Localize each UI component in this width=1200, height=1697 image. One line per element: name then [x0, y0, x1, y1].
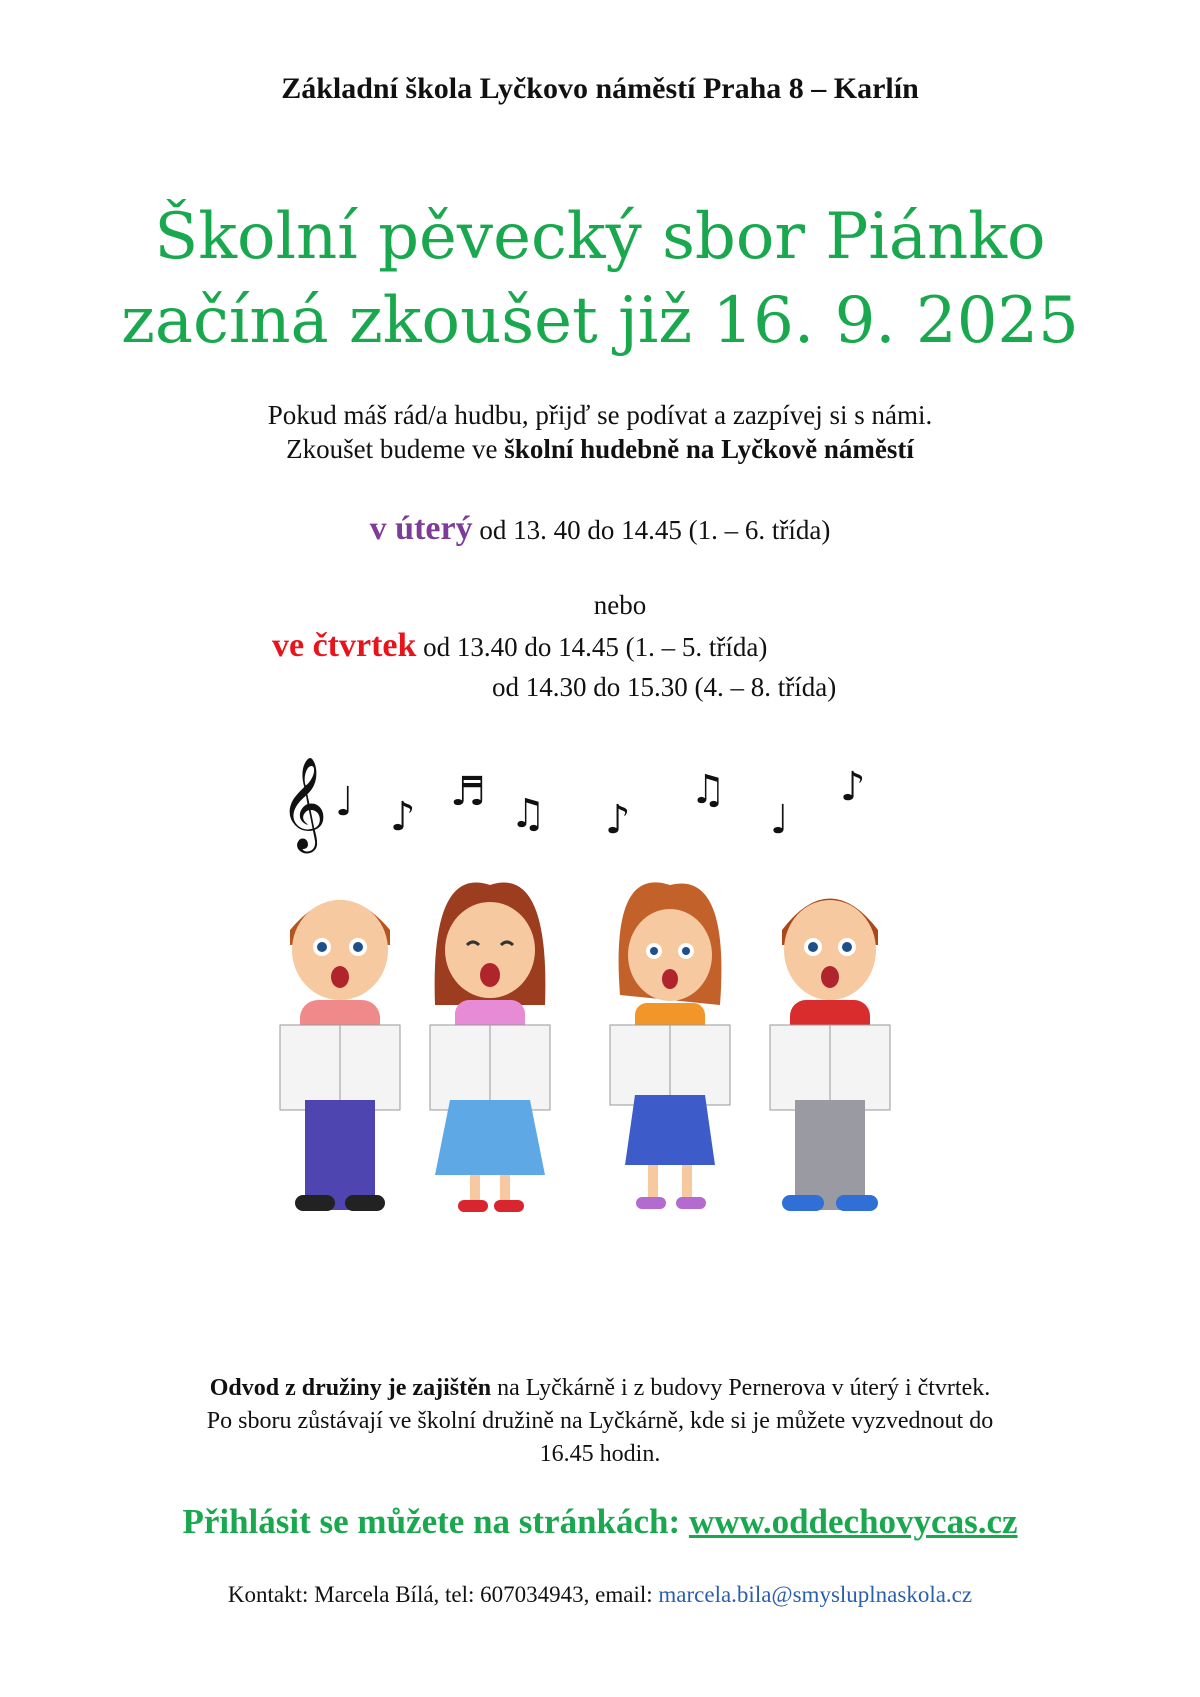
svg-text:♫: ♫: [690, 767, 726, 813]
svg-text:♩: ♩: [335, 779, 354, 825]
pickup-line-2: Po sboru zůstávají ve školní družině na Lyčkárně, kde si je můžete vyzvednout do: [206, 1408, 994, 1434]
tuesday-schedule: [0, 510, 1200, 548]
or-text: nebo: [593, 590, 647, 620]
contact-text: Kontakt: Marcela Bílá, tel: 607034943, email:: [227, 1582, 659, 1607]
signup-link[interactable]: www.oddechovycas.cz: [688, 1502, 1018, 1541]
child-2: [430, 883, 550, 1213]
thursday-time-1: od 13.40 do 14.45 (1. – 5. třída): [416, 632, 768, 662]
thursday-label: ve čtvrtek: [272, 627, 417, 664]
tuesday-label: v úterý: [369, 510, 473, 547]
contact-email-link[interactable]: marcela.bila@smysluplnaskola.cz: [658, 1582, 973, 1607]
contact-info: [0, 1582, 1200, 1608]
pickup-line-1-rest: na Lyčkárně i z budovy Pernerova v úterý i čtvrtek.: [491, 1375, 991, 1401]
pickup-bold: Odvod z družiny je zajištěn: [209, 1375, 492, 1401]
pickup-line-3: 16.45 hodin.: [539, 1441, 661, 1467]
school-name: Základní škola Lyčkovo náměstí Praha 8 – Karlín: [281, 72, 919, 105]
title-line-1: Školní pěvecký sbor Piánko: [154, 200, 1046, 274]
svg-text:𝄞: 𝄞: [280, 756, 328, 849]
svg-text:♩: ♩: [770, 797, 789, 843]
svg-text:♫: ♫: [510, 791, 546, 837]
thursday-time-2: od 14.30 do 15.30 (4. – 8. třída): [492, 672, 837, 702]
thursday-schedule: [272, 627, 767, 665]
pickup-info: [0, 1372, 1200, 1471]
intro-line-1: Pokud máš rád/a hudbu, přijď se podívat a zazpívej si s námi.: [267, 400, 933, 430]
svg-text:♪: ♪: [840, 764, 866, 810]
svg-text:♪: ♪: [605, 797, 631, 843]
svg-text:♬: ♬: [450, 769, 486, 815]
title-line-2: začíná zkoušet již 16. 9. 2025: [121, 284, 1079, 358]
child-1: [280, 900, 400, 1211]
tuesday-time: od 13. 40 do 14.45 (1. – 6. třída): [472, 515, 831, 545]
svg-text:♪: ♪: [390, 794, 416, 840]
intro-text: [0, 398, 1200, 466]
intro-location: školní hudebně na Lyčkově náměstí: [504, 434, 914, 464]
children-choir-illustration: [260, 745, 960, 1285]
child-3: [610, 882, 730, 1209]
pickup-line-1: [0, 1372, 1200, 1405]
child-4: [770, 899, 890, 1212]
page-title: [0, 195, 1200, 363]
music-notes-icon: [280, 756, 866, 853]
signup-text: Přihlásit se můžete na stránkách:: [182, 1502, 689, 1541]
signup-info: [0, 1502, 1200, 1542]
intro-line-2-prefix: Zkoušet budeme ve: [286, 434, 505, 464]
intro-line-2: [0, 432, 1200, 466]
